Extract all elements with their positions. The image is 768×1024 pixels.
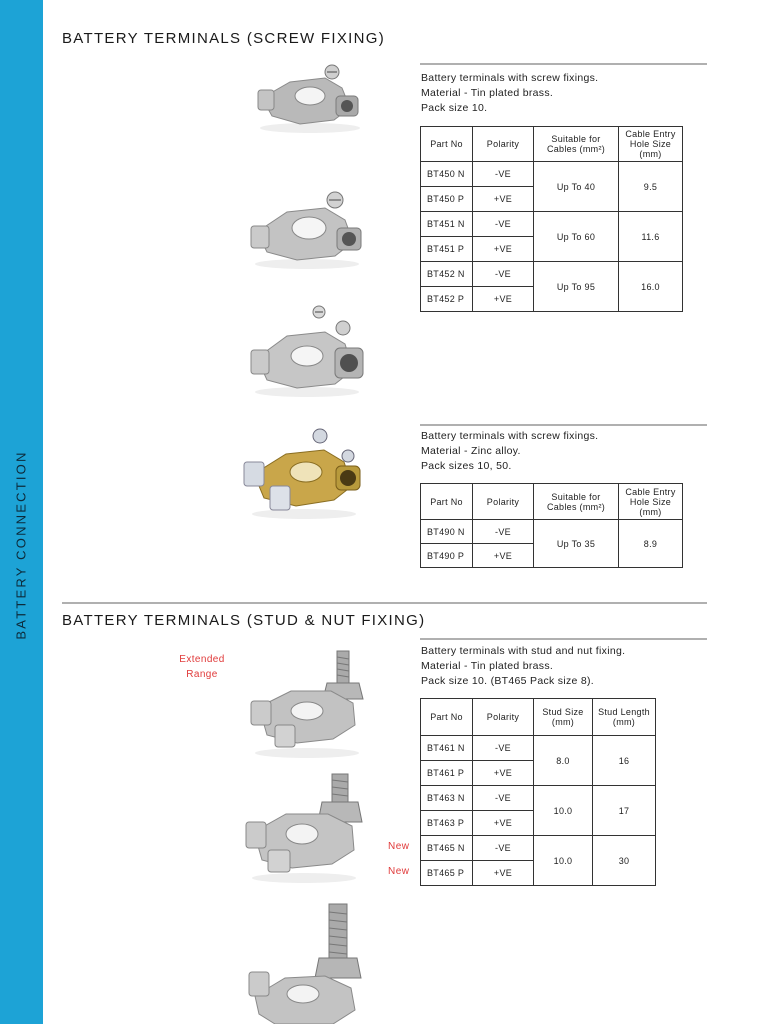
- terminal-photo-bt461: [245, 645, 370, 760]
- polarity-cell: +VE: [473, 861, 534, 886]
- table-row: [421, 836, 656, 861]
- terminal-photo-bt452: [245, 300, 370, 400]
- new-badge: New: [388, 841, 410, 852]
- terminal-photo-bt451: [245, 182, 370, 272]
- desc-line: Pack size 10.: [421, 102, 488, 114]
- stud-size-cell: 10.0: [534, 836, 593, 886]
- polarity-cell: +VE: [473, 811, 534, 836]
- desc-line: Pack size 10. (BT465 Pack size 8).: [421, 675, 595, 687]
- description-stud: [421, 644, 625, 689]
- polarity-cell: -VE: [473, 786, 534, 811]
- section-title-stud: BATTERY TERMINALS (STUD & NUT FIXING): [62, 612, 426, 629]
- polarity-cell: -VE: [473, 212, 534, 237]
- desc-line: Battery terminals with screw fixings.: [421, 430, 599, 442]
- part-no-cell: BT452 P: [421, 287, 473, 312]
- terminal-photo-bt463: [240, 770, 370, 885]
- new-badge: New: [388, 866, 410, 877]
- polarity-cell: -VE: [473, 162, 534, 187]
- desc-line: Pack sizes 10, 50.: [421, 460, 512, 472]
- col-part-no: Part No: [421, 699, 473, 736]
- terminal-photo-bt490: [240, 422, 370, 522]
- polarity-cell: +VE: [473, 237, 534, 262]
- desc-line: Material - Tin plated brass.: [421, 87, 554, 99]
- part-no-cell: BT461 P: [421, 761, 473, 786]
- part-no-cell: BT463 N: [421, 786, 473, 811]
- table-row: [421, 262, 683, 287]
- divider: [420, 63, 707, 65]
- polarity-cell: -VE: [473, 262, 534, 287]
- polarity-cell: -VE: [473, 836, 534, 861]
- polarity-cell: +VE: [473, 761, 534, 786]
- terminal-photo-bt450: [250, 60, 370, 135]
- desc-line: Material - Zinc alloy.: [421, 445, 521, 457]
- part-no-cell: BT465 N: [421, 836, 473, 861]
- col-part-no: Part No: [421, 484, 473, 520]
- polarity-cell: -VE: [473, 520, 534, 544]
- polarity-cell: +VE: [473, 287, 534, 312]
- col-cables: Suitable for Cables (mm²): [534, 127, 619, 162]
- table-header-row: [421, 699, 656, 736]
- col-stud-size: Stud Size (mm): [534, 699, 593, 736]
- part-no-cell: BT452 N: [421, 262, 473, 287]
- side-label: BATTERY CONNECTION: [13, 450, 29, 640]
- cables-cell: Up To 35: [534, 520, 619, 568]
- table-header-row: [421, 127, 683, 162]
- terminal-photo-bt465: [245, 900, 370, 1024]
- cables-cell: Up To 95: [534, 262, 619, 312]
- desc-line: Battery terminals with stud and nut fixing.: [421, 645, 626, 657]
- stud-length-cell: 16: [593, 736, 656, 786]
- col-stud-length: Stud Length (mm): [593, 699, 656, 736]
- extended-range-label: Extended Range: [179, 654, 225, 680]
- desc-line: Material - Tin plated brass.: [421, 660, 554, 672]
- section-title-screw: BATTERY TERMINALS (SCREW FIXING): [62, 30, 386, 47]
- col-polarity: Polarity: [473, 484, 534, 520]
- divider: [420, 638, 707, 640]
- hole-cell: 8.9: [619, 520, 683, 568]
- table-row: [421, 736, 656, 761]
- col-cables: Suitable for Cables (mm²): [534, 484, 619, 520]
- part-no-cell: BT451 N: [421, 212, 473, 237]
- table-row: [421, 786, 656, 811]
- part-no-cell: BT450 N: [421, 162, 473, 187]
- col-polarity: Polarity: [473, 127, 534, 162]
- spec-table-zinc: [420, 483, 683, 568]
- stud-length-cell: 17: [593, 786, 656, 836]
- spec-table-stud: [420, 698, 656, 886]
- desc-line: Battery terminals with screw fixings.: [421, 72, 599, 84]
- description-zinc: [421, 429, 598, 474]
- spec-table-brass: [420, 126, 683, 312]
- part-no-cell: BT490 N: [421, 520, 473, 544]
- table-row: [421, 162, 683, 187]
- table-row: [421, 212, 683, 237]
- part-no-cell: BT463 P: [421, 811, 473, 836]
- table-header-row: [421, 484, 683, 520]
- stud-size-cell: 8.0: [534, 736, 593, 786]
- divider: [420, 424, 707, 426]
- col-hole-size: Cable Entry Hole Size (mm): [619, 484, 683, 520]
- polarity-cell: -VE: [473, 736, 534, 761]
- description-brass: [421, 71, 598, 116]
- stud-size-cell: 10.0: [534, 786, 593, 836]
- part-no-cell: BT465 P: [421, 861, 473, 886]
- section-divider: [62, 602, 707, 604]
- col-hole-size: Cable Entry Hole Size (mm): [619, 127, 683, 162]
- hole-cell: 11.6: [619, 212, 683, 262]
- cables-cell: Up To 40: [534, 162, 619, 212]
- hole-cell: 16.0: [619, 262, 683, 312]
- polarity-cell: +VE: [473, 544, 534, 568]
- table-row: [421, 520, 683, 544]
- hole-cell: 9.5: [619, 162, 683, 212]
- part-no-cell: BT451 P: [421, 237, 473, 262]
- col-part-no: Part No: [421, 127, 473, 162]
- part-no-cell: BT461 N: [421, 736, 473, 761]
- part-no-cell: BT450 P: [421, 187, 473, 212]
- part-no-cell: BT490 P: [421, 544, 473, 568]
- stud-length-cell: 30: [593, 836, 656, 886]
- col-polarity: Polarity: [473, 699, 534, 736]
- polarity-cell: +VE: [473, 187, 534, 212]
- cables-cell: Up To 60: [534, 212, 619, 262]
